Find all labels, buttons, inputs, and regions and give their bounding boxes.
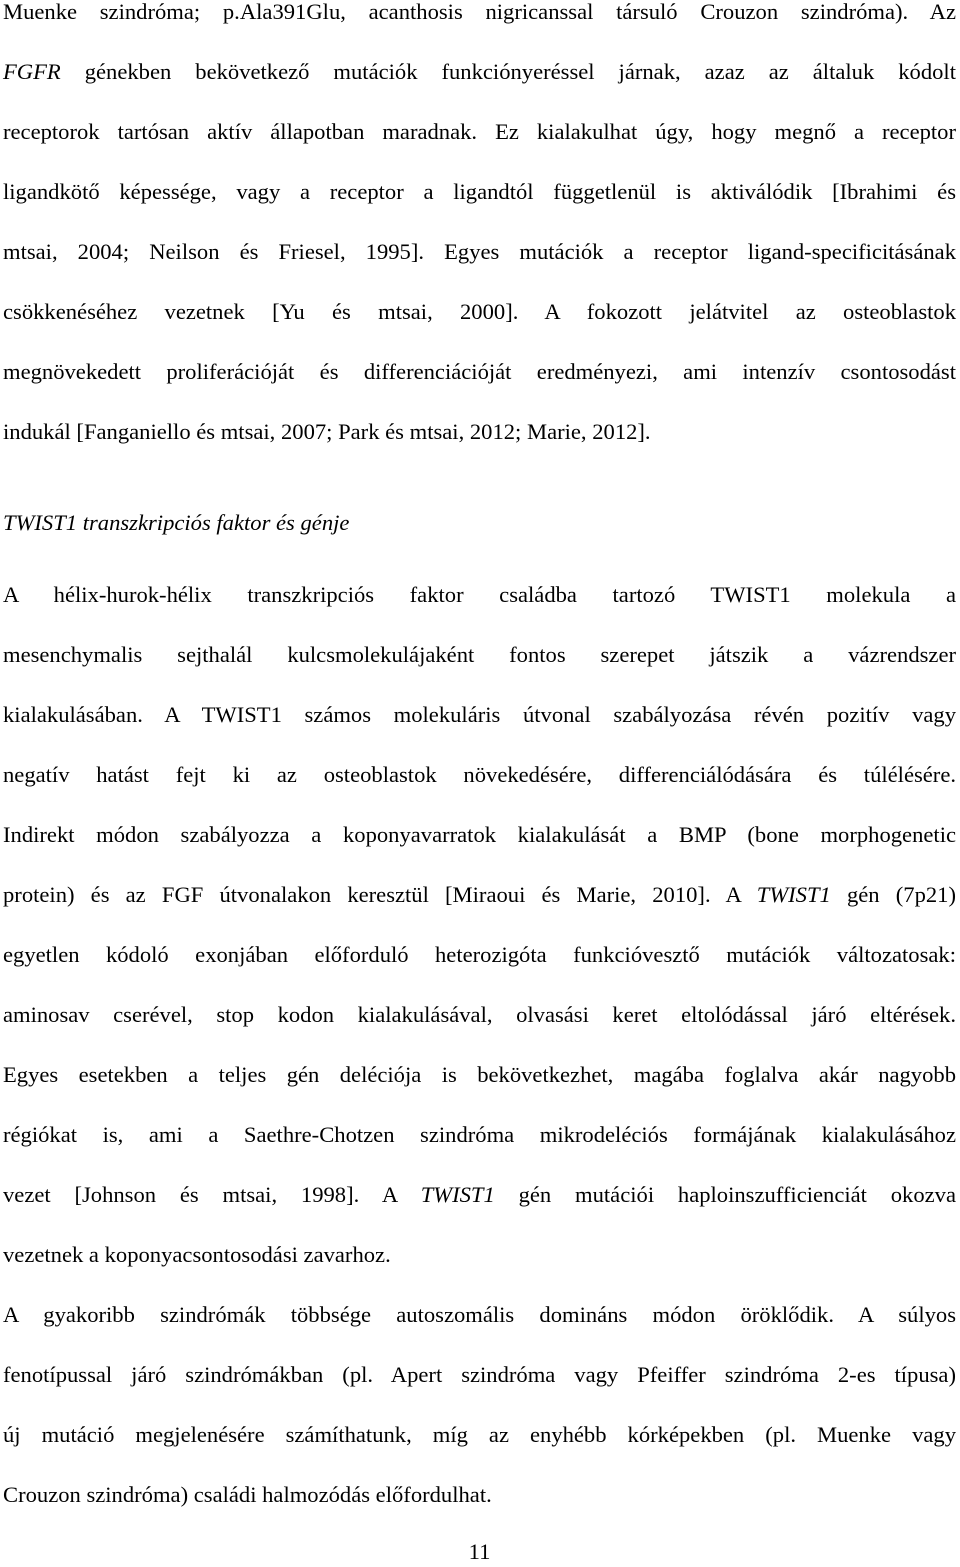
text-line: A gyakoribb szindrómák többsége autoszomális domináns módon öröklődik. A súlyos: [3, 1302, 956, 1327]
text-line: aminosav cserével, stop kodon kialakulásával, olvasási keret eltolódással járó eltérések.: [3, 1002, 956, 1027]
gene-name-italic: TWIST1: [420, 1182, 495, 1207]
text-line: megnövekedett proliferációját és differenciációját eredményezi, ami intenzív csontosodást: [3, 359, 956, 384]
text-line: vezetnek a koponyacsontosodási zavarhoz.: [3, 1242, 391, 1267]
text-line: egyetlen kódoló exonjában előforduló heterozigóta funkcióvesztő mutációk változatosak:: [3, 942, 956, 967]
page-number: 11: [468, 1539, 491, 1564]
text-line: Muenke szindróma; p.Ala391Glu, acanthosis nigricanssal társuló Crouzon szindróma). Az: [3, 0, 956, 24]
document-page: [3, 0, 957, 1564]
text-line: A hélix-hurok-hélix transzkripciós faktor családba tartozó TWIST1 molekula a: [3, 582, 956, 607]
text-line: Crouzon szindróma) családi halmozódás előfordulhat.: [3, 1482, 492, 1507]
text-line: receptorok tartósan aktív állapotban maradnak. Ez kialakulhat úgy, hogy megnő a receptor: [3, 119, 956, 144]
text-line: protein) és az FGF útvonalakon keresztül [Miraoui és Marie, 2010]. A TWIST1 gén (7p21): [3, 882, 957, 907]
text-line: FGFR génekben bekövetkező mutációk funkciónyeréssel járnak, azaz az általuk kódolt: [3, 59, 956, 84]
text-line: mesenchymalis sejthalál kulcsmolekulájaként fontos szerepet játszik a vázrendszer: [3, 642, 956, 667]
text-line: fenotípussal járó szindrómákban (pl. Apert szindróma vagy Pfeiffer szindróma 2-es típusa): [3, 1362, 956, 1387]
gene-name-italic: FGFR: [3, 59, 61, 84]
gene-name-italic: TWIST1: [756, 882, 831, 907]
text-line: ligandkötő képessége, vagy a receptor a ligandtól függetlenül is aktiválódik [Ibrahimi és: [3, 179, 956, 204]
text-line: indukál [Fanganiello és mtsai, 2007; Park és mtsai, 2012; Marie, 2012].: [3, 419, 651, 444]
text-line: negatív hatást fejt ki az osteoblastok növekedésére, differenciálódására és túlélésére.: [3, 762, 956, 787]
text-line: Indirekt módon szabályozza a koponyavarratok kialakulását a BMP (bone morphogenetic: [3, 822, 956, 847]
text-line: régiókat is, ami a Saethre-Chotzen szindróma mikrodeléciós formájának kialakulásához: [3, 1122, 956, 1147]
text-line: vezet [Johnson és mtsai, 1998]. A TWIST1 gén mutációi haploinszufficienciát okozva: [3, 1182, 957, 1207]
text-line: csökkenéséhez vezetnek [Yu és mtsai, 2000]. A fokozott jelátvitel az osteoblastok: [3, 299, 956, 324]
section-heading: TWIST1 transzkripciós faktor és génje: [3, 510, 350, 535]
text-line: új mutáció megjelenésére számíthatunk, míg az enyhébb kórképekben (pl. Muenke vagy: [3, 1422, 956, 1447]
text-line: Egyes esetekben a teljes gén deléciója is bekövetkezhet, magába foglalva akár nagyobb: [3, 1062, 956, 1087]
text-line: mtsai, 2004; Neilson és Friesel, 1995]. Egyes mutációk a receptor ligand-specificitásának: [3, 239, 956, 264]
text-line: kialakulásában. A TWIST1 számos molekuláris útvonal szabályozása révén pozitív vagy: [3, 702, 956, 727]
